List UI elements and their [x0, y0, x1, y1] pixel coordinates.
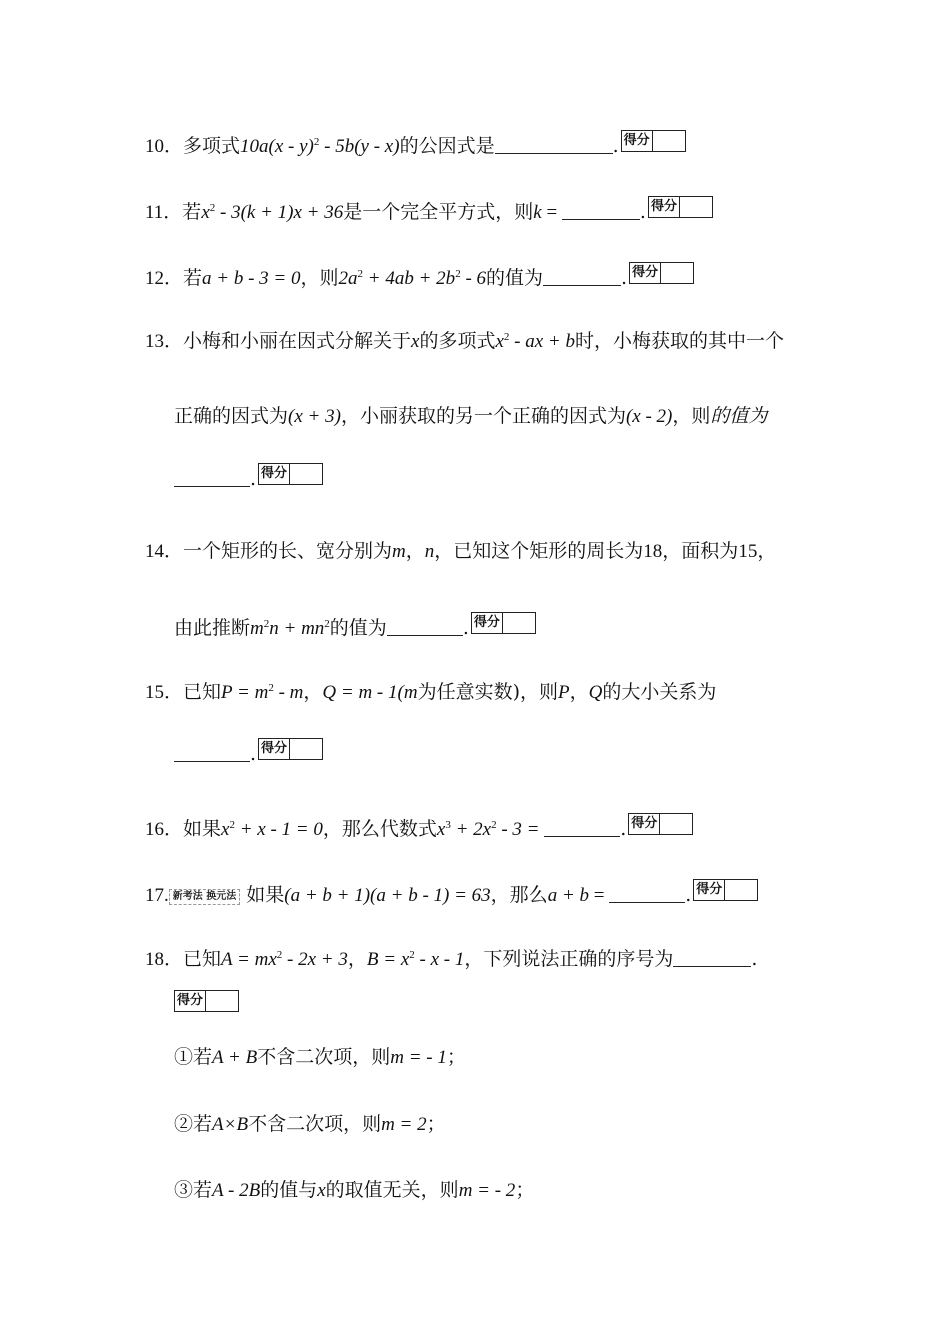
- option-2: ②若A×B不含二次项，则m = 2；: [174, 1113, 446, 1135]
- score-input[interactable]: [206, 991, 238, 1011]
- score-input[interactable]: [290, 739, 322, 759]
- score-input[interactable]: [725, 880, 757, 900]
- score-box: 得分: [629, 262, 694, 284]
- question-11: 11．若$x^2 - 3(k + 1)x + 36$是一个完全平方式，则k = . 得分: [145, 196, 713, 226]
- question-15-line-2: . 得分: [174, 738, 323, 767]
- question-18: 18．已知$A = mx^2 - 2x + 3$，$B = x^2 - x - 1$，下列说法正确的序号为 .: [145, 948, 758, 970]
- score-box: 得分: [628, 813, 693, 835]
- score-input[interactable]: [680, 197, 712, 217]
- answer-blank[interactable]: [562, 201, 640, 220]
- score-box: 得分: [648, 196, 713, 218]
- question-13-line-3: . 得分: [174, 463, 323, 492]
- option-3: ③若A - 2B的值与x的取值无关，则m = - 2；: [174, 1179, 535, 1201]
- method-tag: 新考法 换元法: [169, 889, 240, 905]
- answer-blank[interactable]: [174, 468, 250, 487]
- score-input[interactable]: [290, 464, 322, 484]
- score-input[interactable]: [661, 263, 693, 283]
- score-input[interactable]: [653, 131, 685, 151]
- score-input[interactable]: [660, 814, 692, 834]
- question-17: 17. 新考法 换元法 如果(a + b + 1)(a + b - 1) = 63，那么a + b = . 得分: [145, 879, 758, 909]
- score-box: 得分: [174, 990, 239, 1012]
- question-12: 12．若a + b - 3 = 0，则$2a^2 + 4ab + 2b^2 - 6$的值为 . 得分: [145, 262, 694, 292]
- answer-blank[interactable]: [543, 267, 621, 286]
- question-15-line-1: 15．已知$P = m^2 - m$，Q = m - 1(m为任意实数)，则P，Q的大小关系为: [145, 681, 717, 703]
- answer-blank[interactable]: [387, 617, 463, 636]
- option-1: ①若A + B不含二次项，则m = - 1；: [174, 1046, 466, 1068]
- question-14-line-2: 由此推断$m^2n + mn^2$的值为 . 得分: [174, 612, 536, 642]
- score-input[interactable]: [503, 613, 535, 633]
- question-10: 10．多项式10a(x - y)$^2$ - 5b(y - x)的公因式是 . 得分: [145, 130, 686, 160]
- question-16: 16．如果$x^2 + x - 1 = 0$，那么代数式$x^3 + 2x^2 - 3$ = . 得分: [145, 813, 693, 843]
- question-14-line-1: 14．一个矩形的长、宽分别为m，n，已知这个矩形的周长为18，面积为15，: [145, 540, 777, 562]
- question-13-line-1: 13．小梅和小丽在因式分解关于x的多项式$x^2$ - ax + b时，小梅获取的其中一个: [145, 330, 785, 352]
- answer-blank[interactable]: [495, 135, 613, 154]
- score-box: 得分: [258, 463, 323, 485]
- answer-blank[interactable]: [609, 884, 685, 903]
- question-13-line-2: 正确的因式为(x + 3)，小丽获取的另一个正确的因式为(x - 2)，则的值为: [174, 405, 768, 427]
- score-box: 得分: [258, 738, 323, 760]
- score-box: 得分: [693, 879, 758, 901]
- answer-blank[interactable]: [673, 948, 751, 967]
- answer-blank[interactable]: [544, 818, 620, 837]
- score-box: 得分: [621, 130, 686, 152]
- question-18-score: [174, 990, 239, 1019]
- score-box: 得分: [471, 612, 536, 634]
- answer-blank[interactable]: [174, 743, 250, 762]
